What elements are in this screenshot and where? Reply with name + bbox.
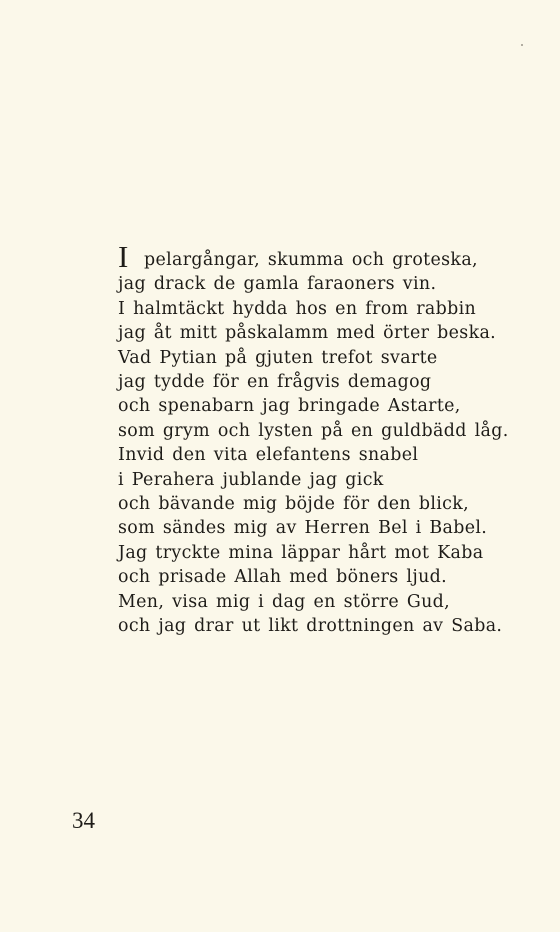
poem-line: och jag drar ut likt drottningen av Saba. <box>118 616 503 637</box>
poem-line: Men, visa mig i dag en större Gud, <box>118 591 451 612</box>
poem-line: och bävande mig böjde för den blick, <box>118 494 470 515</box>
poem-line: i Perahera jublande jag gick <box>118 469 384 490</box>
drop-initial: I <box>118 239 129 274</box>
edge-speck <box>521 44 523 46</box>
poem-line: Jag tryckte mina läppar hårt mot Kaba <box>118 542 484 563</box>
poem-line: jag tydde för en frågvis demagog <box>118 372 432 393</box>
poem-line: jag drack de gamla faraoners vin. <box>118 274 437 295</box>
poem-line: I halmtäckt hydda hos en from rabbin <box>118 298 477 319</box>
poem-text <box>118 239 509 639</box>
poem-line: Vad Pytian på gjuten trefot svarte <box>118 347 438 368</box>
page-number: 34 <box>72 808 95 833</box>
poem-line: som grym och lysten på en guldbädd låg. <box>118 420 509 441</box>
first-line-text: pelargångar, skumma och groteska, <box>144 250 478 270</box>
poem-first-line <box>118 239 498 274</box>
poem-line: som sändes mig av Herren Bel i Babel. <box>118 518 488 539</box>
poem-line: Invid den vita elefantens snabel <box>118 445 419 466</box>
poem-line: och spenabarn jag bringade Astarte, <box>118 396 461 417</box>
poem-line: jag åt mitt påskalamm med örter beska. <box>118 323 497 344</box>
poem-line: och prisade Allah med böners ljud. <box>118 567 447 588</box>
